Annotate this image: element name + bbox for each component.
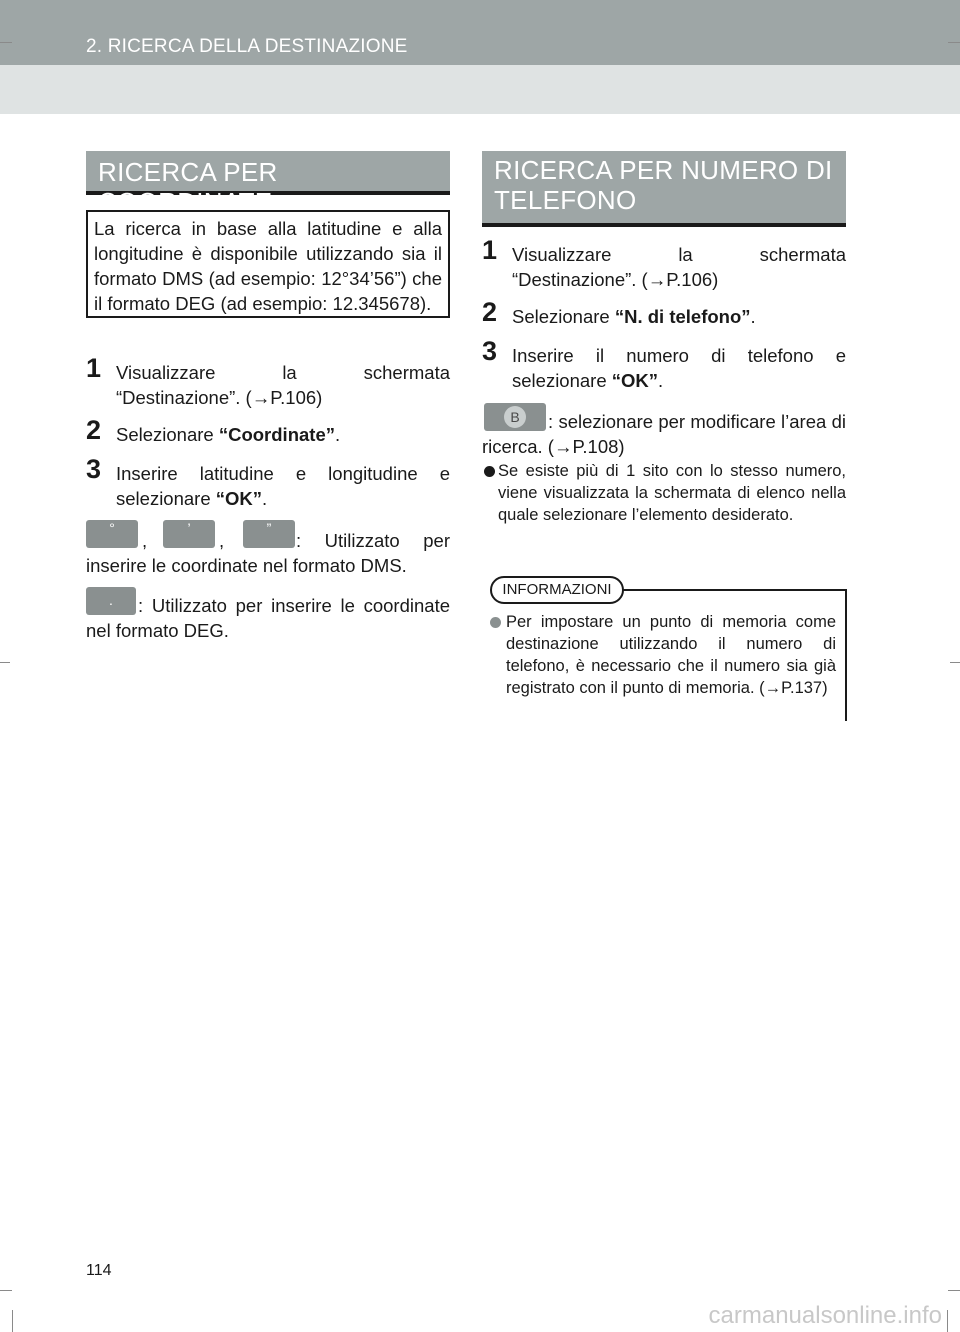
section-title: 2. RICERCA DELLA DESTINAZIONE: [86, 36, 408, 57]
left-step-1: [86, 353, 450, 410]
step-option: “OK”: [611, 370, 659, 391]
info-rule: [622, 589, 846, 591]
step-text-pre: Inserire latitudine e longitudine e selezionare: [116, 463, 450, 509]
right-section-heading: [482, 151, 846, 227]
left-step-3: [86, 454, 450, 511]
deg-description: [86, 593, 450, 643]
second-key: ”: [243, 520, 295, 548]
step-number: 2: [86, 415, 102, 445]
minute-key: ’: [163, 520, 215, 548]
step-number: 3: [86, 454, 102, 484]
crop-mark: [948, 1290, 960, 1291]
bullet-dot: [484, 466, 495, 477]
step-text: [116, 422, 450, 447]
bullet-text: Se esiste più di 1 sito con lo stesso numero, viene visualizzata la schermata di elenco nella quale selezionare l’elemento desiderato.: [498, 462, 846, 524]
step-number: 1: [482, 235, 498, 265]
step-number: 2: [482, 297, 498, 327]
left-step-2: [86, 415, 450, 447]
step-text: [116, 461, 450, 511]
deg-text: : Utilizzato per inserire le coordinate nel formato DEG.: [86, 595, 450, 641]
dms-text: : Utilizzato per inserire le coordinate nel formato DMS.: [86, 530, 450, 576]
info-rule-vertical: [845, 589, 847, 721]
step-option: “N. di telefono”: [614, 306, 751, 327]
step-text: Visualizzare la schermata “Destinazione”. (→P.106): [512, 244, 846, 290]
step-text: [512, 304, 846, 329]
step-text-post: .: [750, 306, 756, 327]
step-text: Visualizzare la schermata “Destinazione”. (→P.106): [116, 362, 450, 408]
degree-key: °: [86, 520, 138, 548]
step-text-post: .: [262, 488, 268, 509]
separator: ,: [142, 530, 148, 551]
step-text: [512, 343, 846, 393]
crop-mark: [950, 662, 960, 663]
watermark: carmanualsonline.info: [708, 1302, 942, 1329]
step-text-pre: Selezionare: [512, 306, 615, 327]
right-step-1: [482, 235, 846, 292]
info-text: Per impostare un punto di memoria come destinazione utilizzando il numero di telefono, è necessario che il numero sia già registrato con il punto di memoria. (→P.137): [506, 613, 836, 697]
step-number: 1: [86, 353, 102, 383]
crop-mark: [0, 1290, 12, 1291]
decimal-point-key: .: [86, 587, 136, 615]
right-step-3: [482, 336, 846, 393]
crop-mark: [0, 662, 10, 663]
step-text-post: .: [334, 424, 341, 445]
crop-mark: [0, 42, 12, 43]
header-band: [0, 65, 960, 114]
page-number: 114: [86, 1262, 112, 1279]
b-text: : selezionare per modificare l’area di ricerca. (→P.108): [482, 411, 846, 457]
crop-mark: [947, 1310, 948, 1332]
right-heading-line-2: TELEFONO: [494, 185, 637, 215]
b-label: B: [504, 406, 526, 428]
left-heading-text: RICERCA PER COORDINATE: [98, 157, 278, 217]
step-text-pre: Selezionare: [116, 424, 219, 445]
step-text-pre: Inserire il numero di telefono e selezionare: [512, 345, 846, 391]
info-bullet-dot: [490, 617, 501, 628]
right-step-2: [482, 297, 846, 329]
crop-mark: [12, 1310, 13, 1332]
step-option: “OK”: [215, 488, 263, 509]
step-option: “Coordinate”: [218, 424, 335, 445]
info-label: INFORMAZIONI: [490, 576, 624, 604]
separator: ,: [219, 530, 225, 551]
crop-mark: [948, 42, 960, 43]
step-text-post: .: [658, 370, 664, 391]
note-box: [86, 210, 450, 318]
b-description: [482, 409, 846, 459]
step-number: 3: [482, 336, 498, 366]
left-section-heading: [86, 151, 450, 217]
dms-description: [86, 528, 450, 578]
note-text: La ricerca in base alla latitudine e alla longitudine è disponibile utilizzando sia il formato DMS (ad esempio: 12°34’56”) che il formato DEG (ad esempio: 12.345678).: [94, 218, 442, 314]
right-heading-line-1: RICERCA PER NUMERO DI: [494, 155, 833, 185]
